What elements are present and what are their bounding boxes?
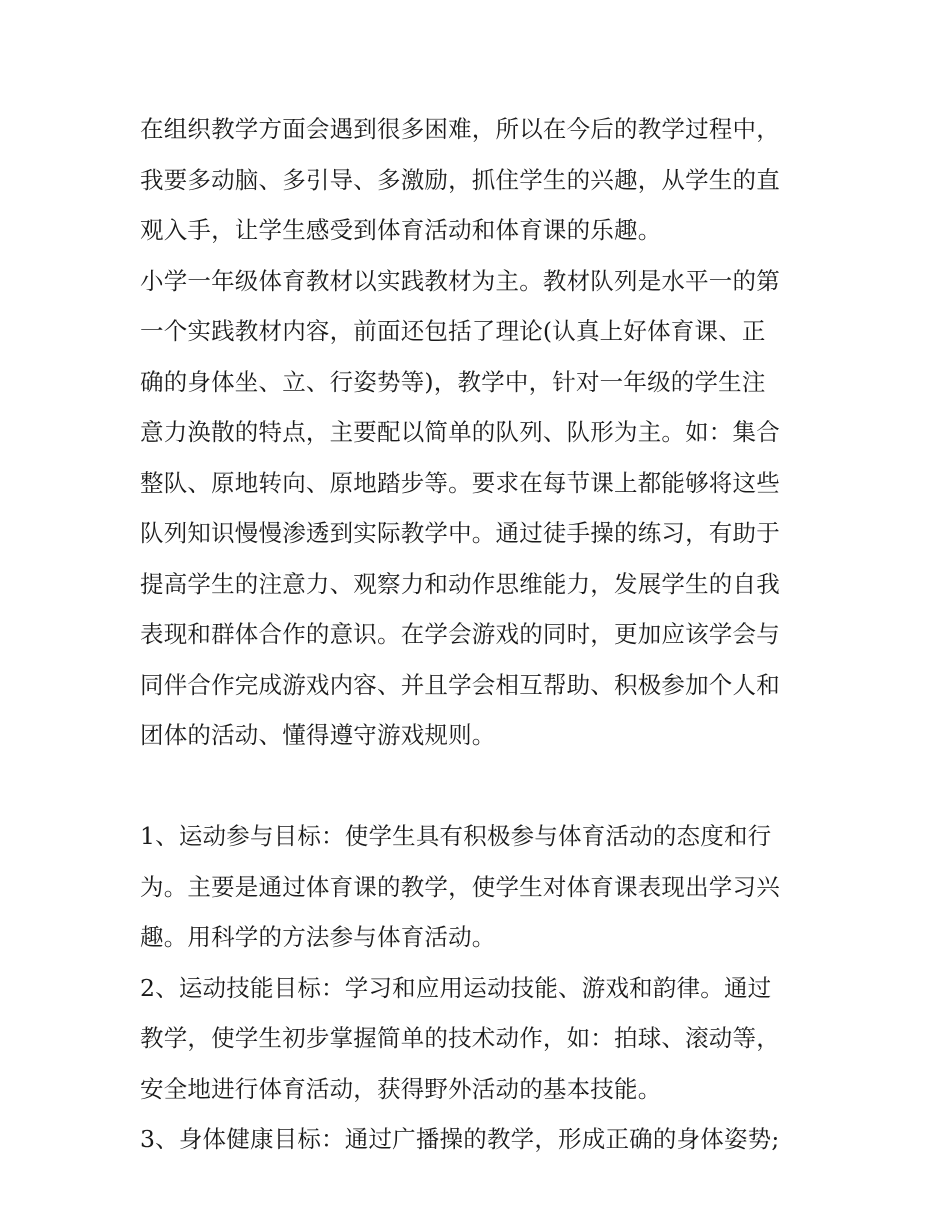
paragraph-2 xyxy=(140,256,820,812)
text-line: 同伴合作完成游戏内容、并且学会相互帮助、积极参加个人和 xyxy=(140,670,780,699)
text-line: 趣。用科学的方法参与体育活动。 xyxy=(140,923,496,951)
text-line xyxy=(140,761,820,812)
paragraph-1 xyxy=(140,104,820,256)
paragraph-3 xyxy=(140,811,820,963)
text-line: 小学一年级体育教材以实践教材为主。教材队列是水平一的第 xyxy=(140,266,780,295)
text-line: 队列知识慢慢渗透到实际教学中。通过徒手操的练习，有助于 xyxy=(140,519,780,547)
text-line: 观入手，让学生感受到体育活动和体育课的乐趣。 xyxy=(140,216,662,244)
text-line: 提高学生的注意力、观察力和动作思维能力，发展学生的自我 xyxy=(140,569,780,598)
paragraph-5 xyxy=(140,1114,820,1165)
paragraph-4 xyxy=(140,963,820,1115)
text-line: 团体的活动、懂得遵守游戏规则。 xyxy=(140,721,496,749)
text-line: 整队、原地转向、原地踏步等。要求在每节课上都能够将这些 xyxy=(140,468,780,497)
text-line: 1、运动参与目标：使学生具有积极参与体育活动的态度和行 xyxy=(140,822,772,850)
text-line: 为。主要是通过体育课的教学，使学生对体育课表现出学习兴 xyxy=(140,872,780,901)
text-line: 意力涣散的特点，主要配以简单的队列、队形为主。如：集合 xyxy=(140,418,780,446)
text-line: 安全地进行体育活动，获得野外活动的基本技能。 xyxy=(140,1074,662,1103)
text-line: 我要多动脑、多引导、多激励，抓住学生的兴趣，从学生的直 xyxy=(140,165,780,194)
text-line: 在组织教学方面会遇到很多困难，所以在今后的教学过程中， xyxy=(140,115,780,143)
text-line: 表现和群体合作的意识。在学会游戏的同时，更加应该学会与 xyxy=(140,620,780,648)
text-line: 2、运动技能目标：学习和应用运动技能、游戏和韵律。通过 xyxy=(140,973,772,1002)
text-line: 一个实践教材内容，前面还包括了理论(认真上好体育课、正 xyxy=(140,317,766,345)
text-line: 教学，使学生初步掌握简单的技术动作，如：拍球、滚动等， xyxy=(140,1024,780,1052)
text-line: 3、身体健康目标：通过广播操的教学，形成正确的身体姿势; xyxy=(140,1125,780,1153)
text-line: 确的身体坐、立、行姿势等)，教学中，针对一年级的学生注 xyxy=(140,367,766,396)
document-body xyxy=(140,104,820,1165)
